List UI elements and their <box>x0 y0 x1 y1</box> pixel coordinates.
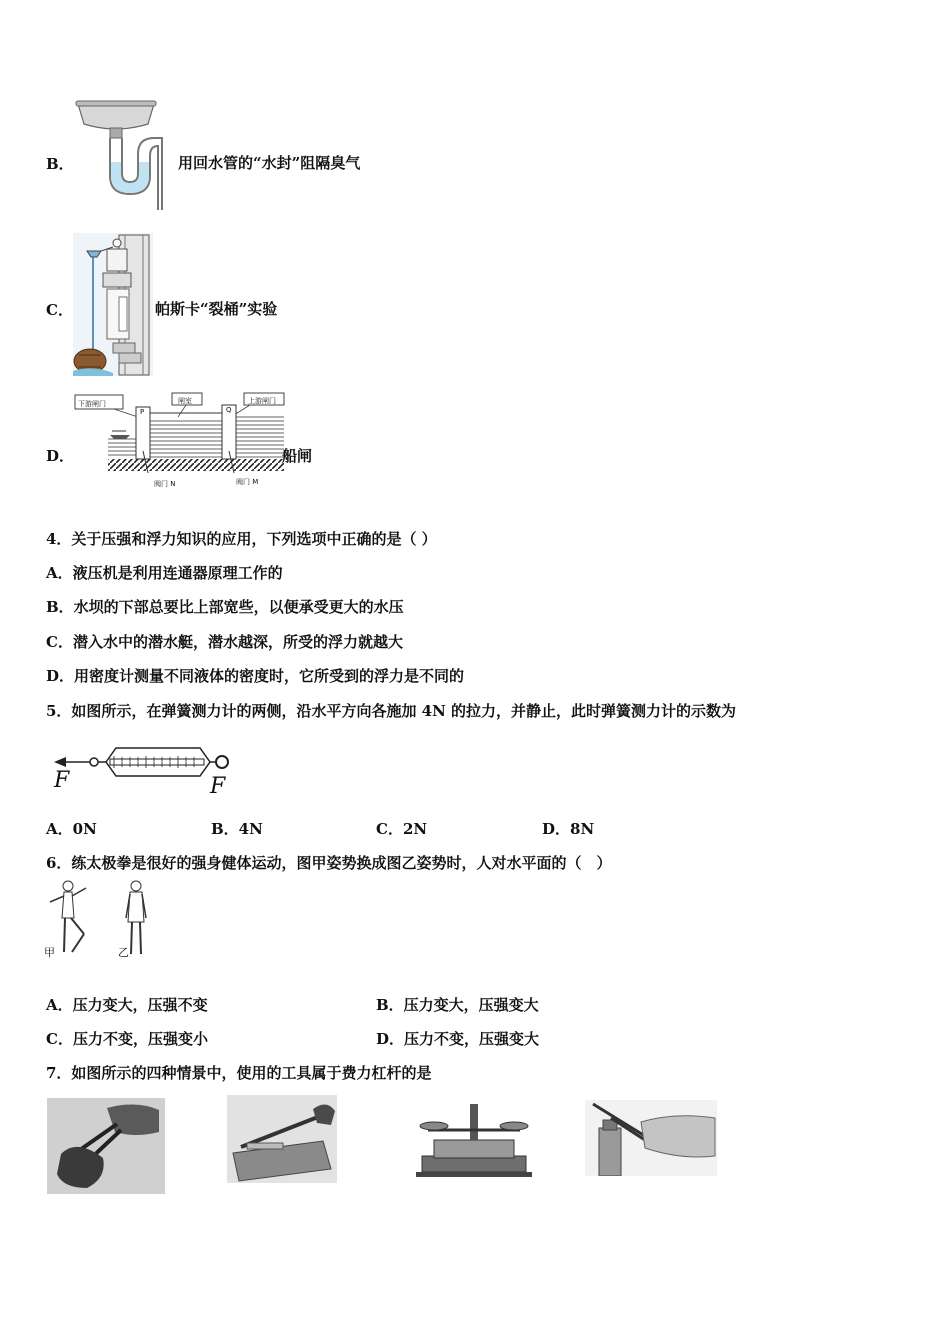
paper-cutter-photo <box>227 1095 337 1183</box>
lock-label-p: P <box>140 408 145 416</box>
q4-stem: 4．关于压强和浮力知识的应用，下列选项中正确的是（ ） <box>46 530 437 548</box>
lock-label-valve-m: 阀门 M <box>236 478 259 486</box>
bottle-opener-photo <box>585 1100 717 1176</box>
q6-stem: 6．练太极拳是很好的强身健体运动，图甲姿势换成图乙姿势时，人对水平面的（ ） <box>46 854 612 872</box>
ship-lock-figure <box>74 391 286 491</box>
q3-option-c-letter: C． <box>46 301 73 319</box>
tai-chi-label-jia: 甲 <box>44 946 55 959</box>
q7-stem: 7．如图所示的四种情景中，使用的工具属于费力杠杆的是 <box>46 1064 432 1082</box>
force-label-right: F <box>210 774 226 799</box>
lock-label-q: Q <box>226 406 232 414</box>
q5-option-a: A．0N <box>46 820 97 838</box>
lock-label-up-gate: 上游闸门 <box>248 397 276 405</box>
q3-option-b-text: 用回水管的“水封”阻隔臭气 <box>178 154 361 172</box>
q5-option-b: B．4N <box>211 820 263 838</box>
pascal-barrel-figure <box>73 233 153 376</box>
q3-option-d-text: 船闸 <box>282 447 313 465</box>
force-label-left: F <box>54 768 70 793</box>
q6-option-b: B．压力变大，压强变大 <box>376 996 539 1014</box>
q5-option-c: C．2N <box>376 820 428 838</box>
tai-chi-figure <box>42 878 158 960</box>
lock-label-valve-n: 阀门 N <box>154 480 176 488</box>
q3-option-c-text: 帕斯卡“裂桶”实验 <box>155 300 278 318</box>
q4-option-d: D．用密度计测量不同液体的密度时，它所受到的浮力是不同的 <box>46 667 465 685</box>
q4-option-a: A．液压机是利用连通器原理工作的 <box>46 564 283 582</box>
q4-option-c: C．潜入水中的潜水艇，潜水越深，所受的浮力就越大 <box>46 633 403 651</box>
q5-option-d: D．8N <box>542 820 595 838</box>
q3-option-d-letter: D． <box>46 447 75 465</box>
lock-label-chamber: 闸室 <box>178 397 192 405</box>
q3-option-b-letter: B． <box>46 155 74 173</box>
q5-stem: 5．如图所示，在弹簧测力计的两侧，沿水平方向各施加 4N 的拉力，并静止，此时弹簧测力计的示数为 <box>46 702 737 720</box>
spring-scale-figure <box>50 740 240 800</box>
tongs-photo <box>47 1098 165 1194</box>
lock-label-down-gate: 下游闸门 <box>78 400 106 408</box>
q6-option-c: C．压力不变，压强变小 <box>46 1030 208 1048</box>
sink-trap-figure <box>74 98 164 213</box>
q4-option-b: B．水坝的下部总要比上部宽些，以便承受更大的水压 <box>46 598 404 616</box>
tai-chi-label-yi: 乙 <box>118 946 129 959</box>
q6-option-a: A．压力变大，压强不变 <box>46 996 208 1014</box>
balance-scale-photo <box>414 1100 534 1178</box>
q6-option-d: D．压力不变，压强变大 <box>376 1030 540 1048</box>
